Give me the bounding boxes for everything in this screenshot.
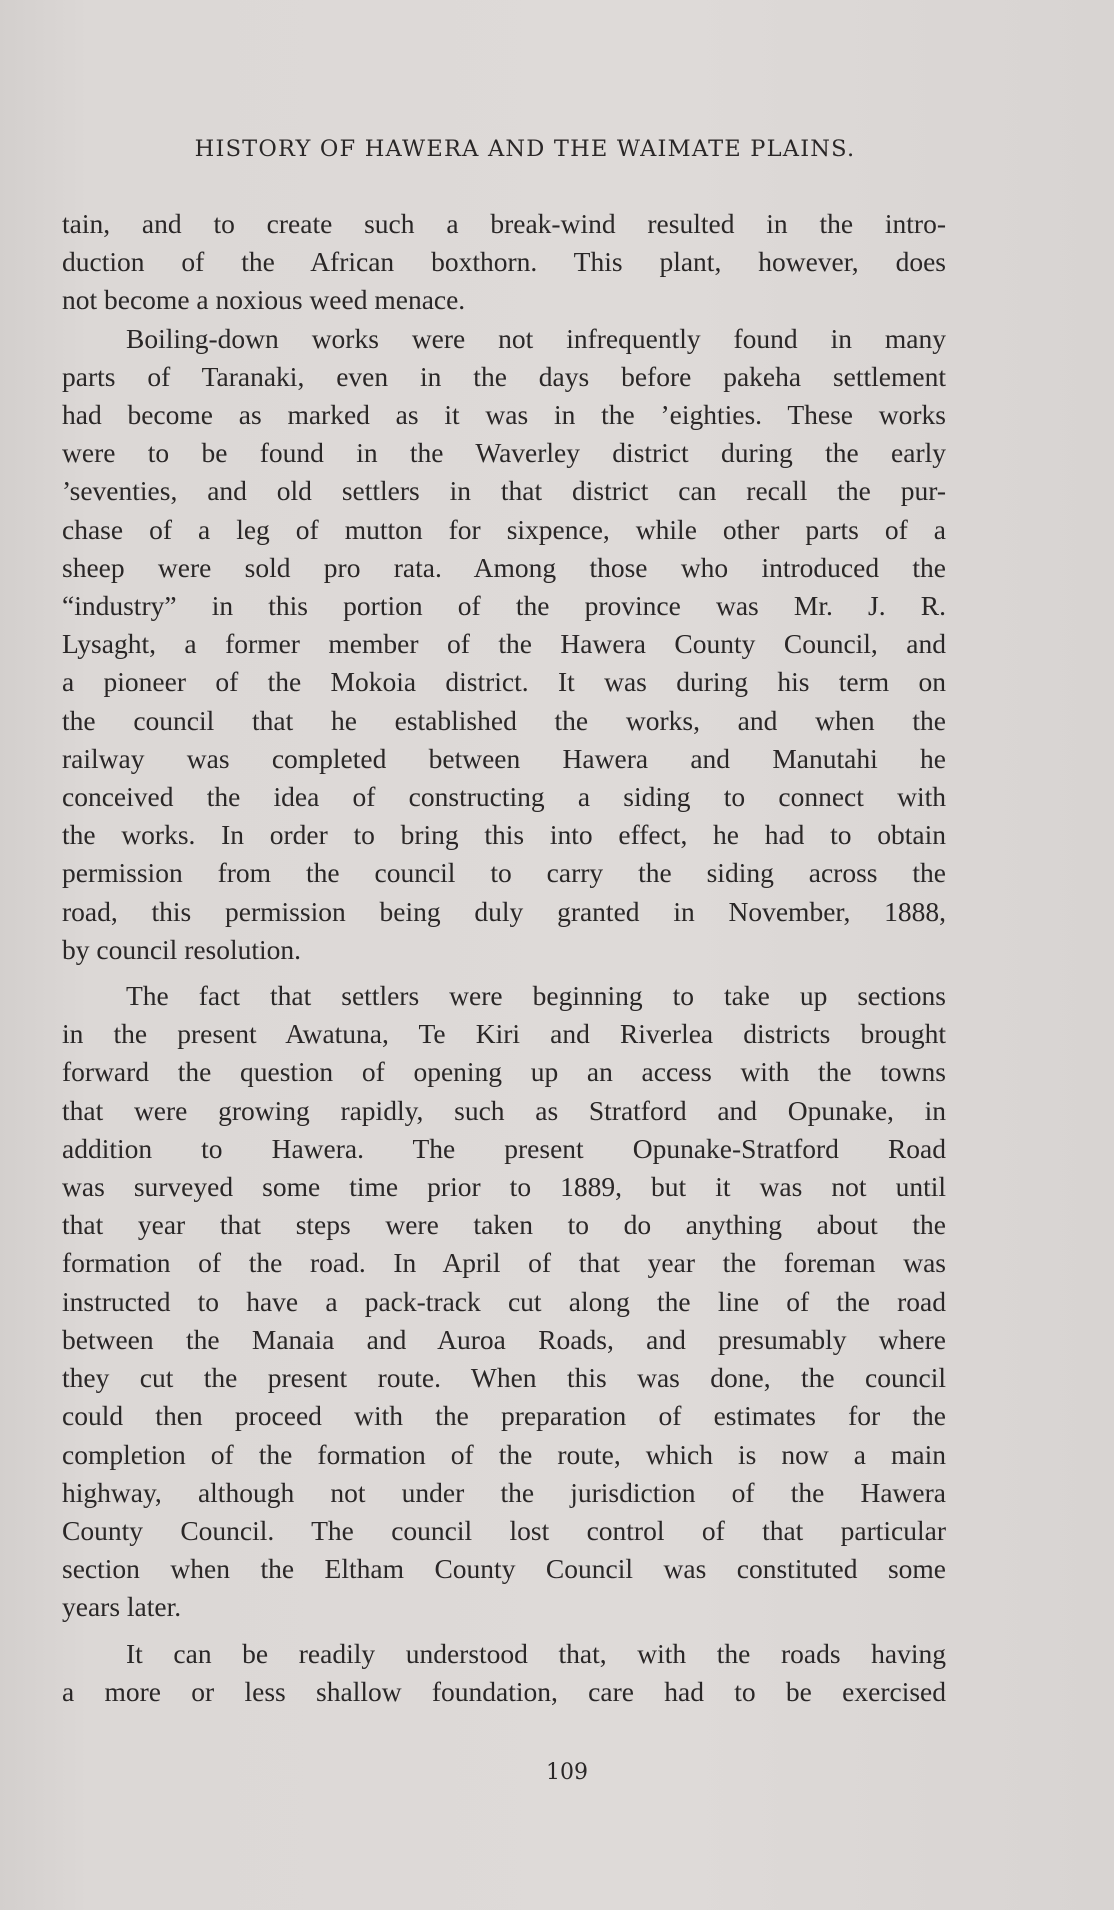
text-line: could then proceed with the preparation of estimates for the — [62, 1400, 946, 1432]
text-line: had become as marked as it was in the ’eighties. These works — [62, 399, 946, 431]
text-line: Lysaght, a former member of the Hawera County Council, and — [62, 628, 946, 660]
text-line: The fact that settlers were beginning to take up sections — [126, 980, 946, 1012]
page-number: 109 — [546, 1760, 588, 1785]
body-text — [62, 205, 946, 1711]
text-line: a more or less shallow foundation, care had to be exercised — [62, 1675, 946, 1707]
paragraph — [62, 320, 946, 969]
text-line: ’seventies, and old settlers in that district can recall the pur- — [62, 475, 946, 507]
text-line: sheep were sold pro rata. Among those who introduced the — [62, 551, 946, 583]
text-line: completion of the formation of the route, which is now a main — [62, 1438, 946, 1470]
text-line: they cut the present route. When this was done, the council — [62, 1362, 946, 1394]
paragraph-gap — [62, 969, 946, 977]
text-line: road, this permission being duly granted in November, 1888, — [62, 895, 946, 927]
text-line: that year that steps were taken to do anything about the — [62, 1209, 946, 1241]
text-line: the council that he established the works, and when the — [62, 704, 946, 736]
text-line: a pioneer of the Mokoia district. It was during his term on — [62, 666, 946, 698]
text-line: in the present Awatuna, Te Kiri and Riverlea districts brought — [62, 1018, 946, 1050]
text-line: was surveyed some time prior to 1889, but it was not until — [62, 1171, 946, 1203]
text-line: addition to Hawera. The present Opunake-Stratford Road — [62, 1132, 946, 1164]
text-line: between the Manaia and Auroa Roads, and presumably where — [62, 1323, 946, 1355]
text-line: conceived the idea of constructing a siding to connect with — [62, 781, 946, 813]
paragraph-gap — [62, 1627, 946, 1635]
text-line: duction of the African boxthorn. This plant, however, does — [62, 246, 946, 278]
text-line: that were growing rapidly, such as Stratford and Opunake, in — [62, 1094, 946, 1126]
text-line: Boiling-down works were not infrequently found in many — [126, 322, 946, 354]
text-line: highway, although not under the jurisdiction of the Hawera — [62, 1476, 946, 1508]
text-line: chase of a leg of mutton for sixpence, while other parts of a — [62, 513, 946, 545]
paragraph — [62, 205, 946, 320]
running-head: HISTORY OF HAWERA AND THE WAIMATE PLAINS. — [194, 136, 856, 162]
text-line: formation of the road. In April of that year the foreman was — [62, 1247, 946, 1279]
text-line: the works. In order to bring this into effect, he had to obtain — [62, 819, 946, 851]
paragraph — [62, 1635, 946, 1711]
paragraph — [62, 977, 946, 1626]
text-line: years later. — [62, 1591, 182, 1623]
text-line: County Council. The council lost control of that particular — [62, 1514, 946, 1546]
text-line: railway was completed between Hawera and Manutahi he — [62, 742, 946, 774]
text-line: by council resolution. — [62, 933, 302, 965]
text-line: forward the question of opening up an access with the towns — [62, 1056, 946, 1088]
text-line: tain, and to create such a break-wind resulted in the intro- — [62, 208, 946, 239]
text-line: were to be found in the Waverley district during the early — [62, 437, 946, 469]
text-line: instructed to have a pack-track cut along the line of the road — [62, 1285, 946, 1317]
text-line: “industry” in this portion of the province was Mr. J. R. — [62, 590, 946, 622]
text-line: permission from the council to carry the siding across the — [62, 857, 946, 889]
text-line: section when the Eltham County Council was constituted some — [62, 1553, 946, 1585]
text-line: parts of Taranaki, even in the days before pakeha settlement — [62, 360, 946, 392]
text-line: It can be readily understood that, with the roads having — [126, 1637, 946, 1669]
text-line: not become a noxious weed menace. — [62, 284, 466, 316]
